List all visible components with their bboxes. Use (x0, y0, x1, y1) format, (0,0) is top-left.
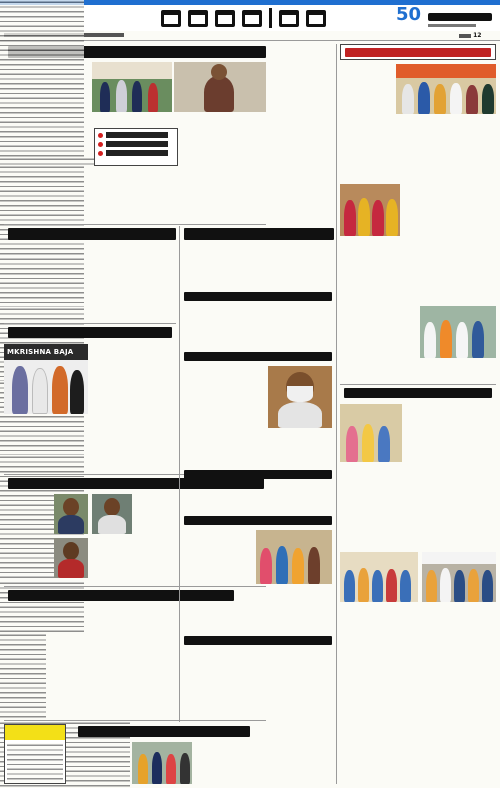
sports-story-text (0, 633, 46, 721)
woman-portrait-photo (174, 62, 266, 112)
classroom-photo (340, 552, 418, 602)
bottom-feature-box (4, 724, 66, 784)
column-divider-left (179, 226, 180, 722)
section-rule-5 (4, 720, 266, 721)
tax-story-headline (8, 228, 176, 240)
section-rule-right-1 (340, 384, 496, 385)
masthead-title-block (148, 7, 338, 29)
section-rule-2 (4, 323, 176, 324)
page-number-value: 12 (473, 32, 482, 39)
police-station-photo (92, 62, 172, 112)
section-rule-1 (4, 224, 266, 225)
player-portrait-2 (54, 538, 88, 578)
rally-photo (422, 552, 496, 602)
award-banner-text: MKRISHNA BAJA (7, 348, 74, 356)
bridge-story-headline (184, 636, 332, 645)
award-story-text-2 (0, 581, 84, 633)
temple-story-headline (184, 352, 332, 361)
award-banner (4, 344, 88, 360)
sports-story-headline (8, 478, 264, 489)
flood-story-headline (184, 228, 334, 240)
award-story-headline (8, 327, 172, 338)
lead-story-text (0, 0, 84, 157)
brand-logo (396, 4, 496, 30)
protest-story-headline (78, 726, 250, 737)
award-ceremony-photo (4, 344, 88, 414)
lead-story-text-2 (0, 165, 84, 257)
election-group-photo (420, 306, 496, 358)
event-group-photo (256, 530, 332, 584)
player-portrait-3 (92, 494, 132, 534)
anganwadi-photo (340, 404, 402, 462)
player-portrait-1 (54, 494, 88, 534)
brand-anniversary-number: 50 (396, 4, 422, 25)
road-story-headline (184, 516, 332, 525)
elder-portrait-photo (268, 366, 332, 428)
school-story-headline (184, 292, 332, 301)
column-divider-right (336, 44, 337, 784)
brand-name-bar (428, 13, 492, 21)
bottom-feature-label (5, 725, 65, 740)
dispute-story-headline (8, 590, 234, 601)
page-number (459, 32, 481, 39)
panchayat-day-headline (340, 44, 496, 60)
section-rule-4 (4, 586, 266, 587)
dance-group-photo (340, 184, 400, 236)
health-story-headline (184, 470, 332, 479)
panchayat-meeting-photo (396, 64, 496, 114)
lead-pullout-box (94, 128, 178, 166)
lead-story-text-3 (0, 257, 84, 307)
anganwadi-story-headline (344, 388, 492, 398)
protest-photo (132, 742, 192, 784)
brand-tagline-bar (428, 24, 476, 27)
